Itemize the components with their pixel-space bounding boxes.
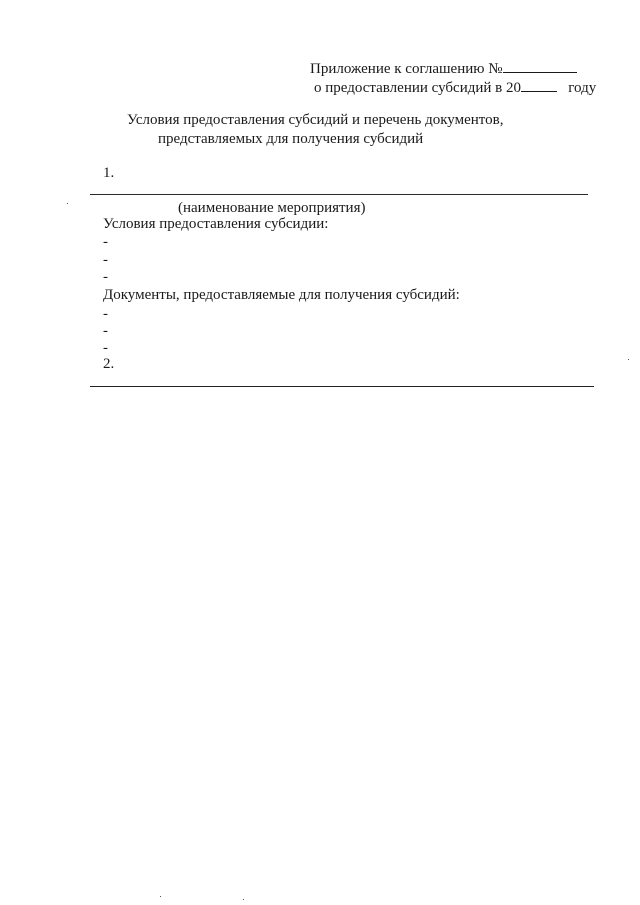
annex-reference-line2: [314, 78, 596, 97]
section1-number: 1.: [103, 165, 115, 181]
scan-speck: [160, 896, 161, 897]
document-title-line1: Условия предоставления субсидий и перечень документов,: [127, 112, 504, 128]
documents-item-3: -: [103, 340, 108, 356]
annex-reference-text: Приложение к соглашению №: [310, 61, 503, 77]
agreement-number-blank: [503, 59, 577, 73]
conditions-item-1: -: [103, 234, 108, 250]
documents-item-1: -: [103, 306, 108, 322]
documents-item-2: -: [103, 323, 108, 339]
event-name-underline: [90, 194, 588, 195]
annex-year-text: о предоставлении субсидий в 20: [314, 80, 522, 96]
annex-year-suffix: году: [568, 80, 597, 96]
documents-heading: Документы, предоставляемые для получения субсидий:: [103, 287, 460, 303]
conditions-heading: Условия предоставления субсидии:: [103, 216, 329, 232]
scan-speck: [67, 203, 68, 204]
annex-reference-line1: [310, 59, 577, 78]
section2-number: 2.: [103, 356, 115, 372]
section2-underline: [90, 386, 594, 387]
document-title-line2: представляемых для получения субсидий: [158, 131, 424, 147]
conditions-item-3: -: [103, 269, 108, 285]
year-blank: [521, 78, 557, 92]
conditions-item-2: -: [103, 252, 108, 268]
scan-speck: [628, 359, 629, 360]
scan-speck: [243, 899, 244, 900]
event-name-caption: (наименование мероприятия): [178, 200, 366, 216]
